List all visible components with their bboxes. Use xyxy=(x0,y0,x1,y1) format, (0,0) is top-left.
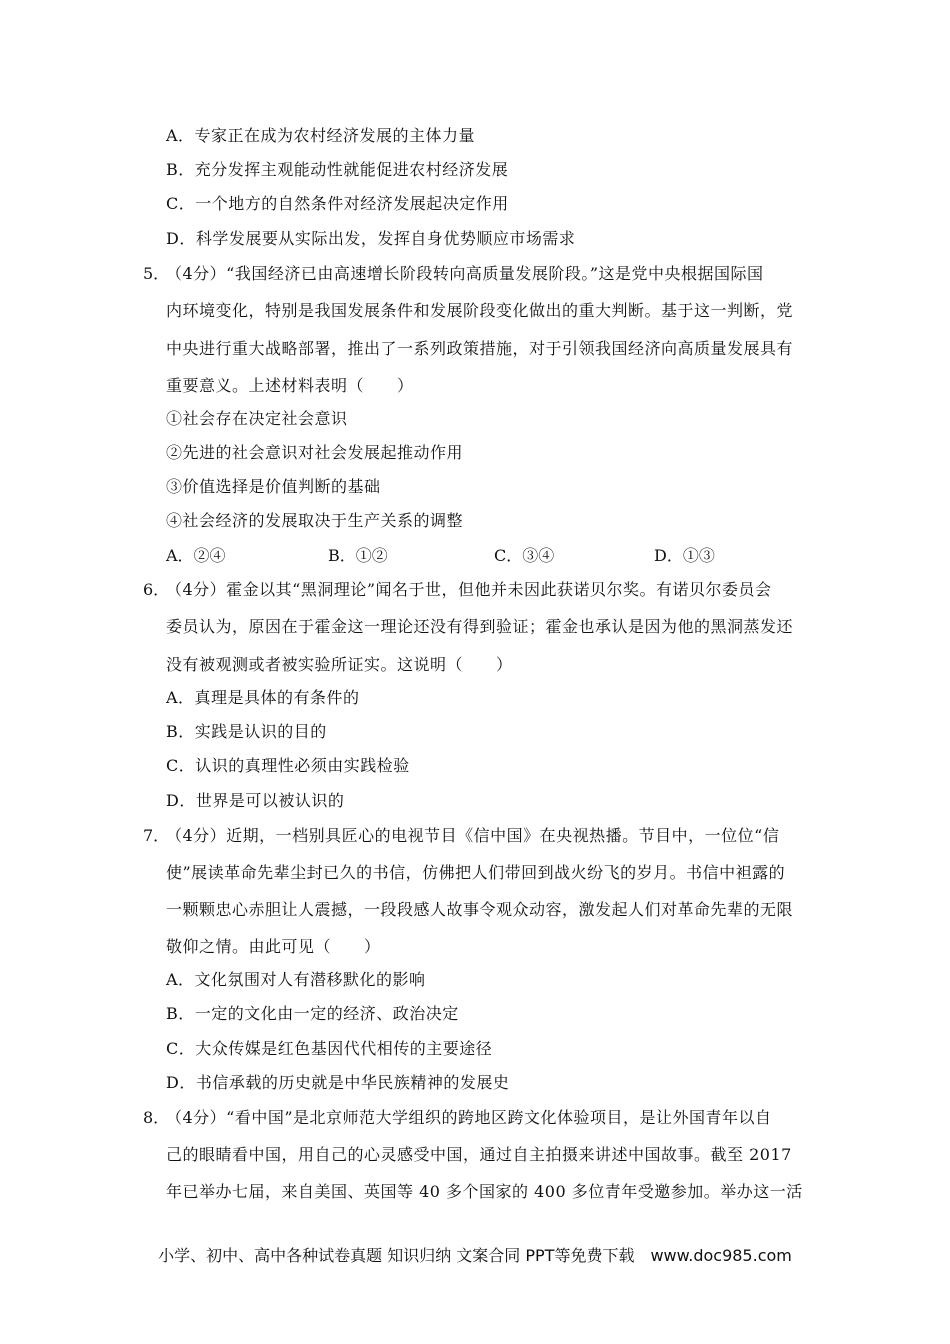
q5-choice-c: C．③④ xyxy=(494,546,555,565)
q6-option-c: C．认识的真理性必须由实践检验 xyxy=(166,756,410,775)
q6-option-d: D．世界是可以被认识的 xyxy=(166,791,345,810)
q5-statement-1: ①社会存在决定社会意识 xyxy=(166,409,348,428)
q8-stem-line: 己的眼睛看中国，用自己的心灵感受中国，通过自主拍摄来讲述中国故事。截至 2017 xyxy=(166,1145,792,1164)
page-footer: 小学、初中、高中各种试卷真题 知识归纳 文案合同 PPT等免费下载 www.doc985.com xyxy=(158,1246,792,1265)
q5-choice-a: A．②④ xyxy=(166,546,226,565)
q8-stem-line: （4分）“看中国”是北京师范大学组织的跨地区跨文化体验项目，是让外国青年以自 xyxy=(166,1108,772,1127)
q5-stem-line: 重要意义。上述材料表明（ ） xyxy=(166,376,414,395)
q4-option-c: C．一个地方的自然条件对经济发展起决定作用 xyxy=(166,194,509,213)
q7-stem-line: 使”展读革命先辈尘封已久的书信，仿佛把人们带回到战火纷飞的岁月。书信中袒露的 xyxy=(166,863,786,882)
q4-option-d: D．科学发展要从实际出发，发挥自身优势顺应市场需求 xyxy=(166,229,576,248)
q5-choices xyxy=(166,546,806,566)
q7-stem-line: 一颗颗忠心赤胆让人震撼，一段段感人故事令观众动容，激发起人们对革命先辈的无限 xyxy=(166,900,794,919)
q7-stem-line: 敬仰之情。由此可见（ ） xyxy=(166,937,381,956)
q5-statement-2: ②先进的社会意识对社会发展起推动作用 xyxy=(166,443,464,462)
q5-choice-b: B．①② xyxy=(328,546,388,565)
q6-stem-line: （4分）霍金以其“黑洞理论”闻名于世，但他并未因此获诺贝尔奖。有诺贝尔委员会 xyxy=(166,580,772,599)
q5-number: 5． xyxy=(143,264,170,283)
q7-option-b: B．一定的文化由一定的经济、政治决定 xyxy=(166,1004,459,1023)
q7-option-d: D．书信承载的历史就是中华民族精神的发展史 xyxy=(166,1073,510,1092)
q8-stem-line: 年已举办七届，来自美国、英国等 40 多个国家的 400 多位青年受邀参加。举办这一活 xyxy=(166,1182,803,1201)
q6-stem-line: 委员认为，原因在于霍金这一理论还没有得到验证；霍金也承认是因为他的黑洞蒸发还 xyxy=(166,617,794,636)
q6-number: 6． xyxy=(143,580,170,599)
q7-option-c: C．大众传媒是红色基因代代相传的主要途径 xyxy=(166,1039,493,1058)
q7-number: 7． xyxy=(143,826,170,845)
q5-choice-d: D．①③ xyxy=(654,546,715,565)
q5-statement-3: ③价值选择是价值判断的基础 xyxy=(166,477,381,496)
q4-option-b: B．充分发挥主观能动性就能促进农村经济发展 xyxy=(166,160,509,179)
q8-number: 8． xyxy=(143,1108,170,1127)
q6-stem-line: 没有被观测或者被实验所证实。这说明（ ） xyxy=(166,655,513,674)
q5-stem-line: 内环境变化，特别是我国发展条件和发展阶段变化做出的重大判断。基于这一判断，党 xyxy=(166,301,794,320)
q4-option-a: A．专家正在成为农村经济发展的主体力量 xyxy=(166,126,476,145)
q6-option-b: B．实践是认识的目的 xyxy=(166,722,327,741)
q5-stem-line: 中央进行重大战略部署，推出了一系列政策措施，对于引领我国经济向高质量发展具有 xyxy=(166,339,794,358)
q5-stem-line: （4分）“我国经济已由高速增长阶段转向高质量发展阶段。”这是党中央根据国际国 xyxy=(166,264,764,283)
q7-stem-line: （4分）近期，一档别具匠心的电视节目《信中国》在央视热播。节目中，一位位“信 xyxy=(166,826,780,845)
q7-option-a: A．文化氛围对人有潜移默化的影响 xyxy=(166,970,426,989)
q6-option-a: A．真理是具体的有条件的 xyxy=(166,688,360,707)
q5-statement-4: ④社会经济的发展取决于生产关系的调整 xyxy=(166,511,464,530)
